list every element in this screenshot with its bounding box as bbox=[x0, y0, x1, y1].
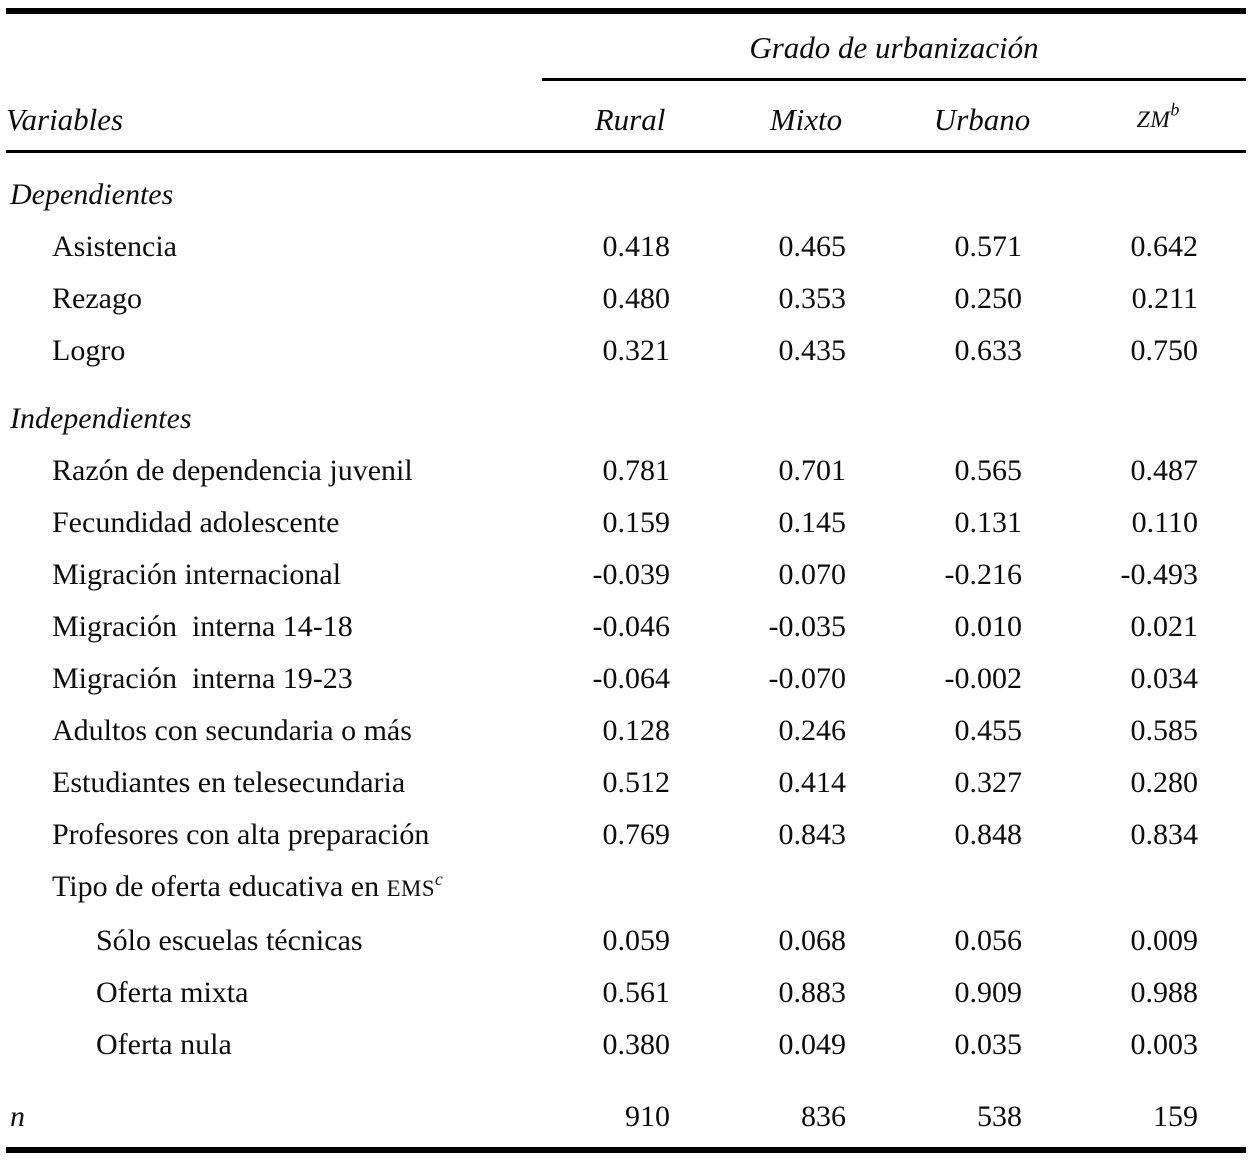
row-label: Logro bbox=[52, 334, 126, 367]
table-row bbox=[6, 221, 1246, 273]
cell-value: 0.909 bbox=[954, 976, 1022, 1009]
row-label: Rezago bbox=[52, 282, 142, 315]
cell-value: 0.034 bbox=[1130, 662, 1199, 695]
cell-value: 836 bbox=[801, 1100, 846, 1133]
row-label: Migración internacional bbox=[52, 558, 342, 591]
table-row bbox=[6, 809, 1246, 861]
cell-value: 0.131 bbox=[954, 506, 1022, 539]
cell-value: 0.021 bbox=[1130, 610, 1199, 643]
cell-value: -0.046 bbox=[592, 610, 670, 643]
row-label: Fecundidad adolescente bbox=[52, 506, 340, 539]
row-label: Razón de dependencia juvenil bbox=[52, 454, 413, 487]
smallcaps-abbreviation: EMS bbox=[386, 876, 435, 901]
spanner-label: Grado de urbanización bbox=[749, 30, 1039, 65]
table-row bbox=[6, 377, 1246, 445]
cell-value: 0.009 bbox=[1130, 924, 1199, 957]
cell-value: 0.565 bbox=[954, 454, 1022, 487]
cell-value: 0.145 bbox=[778, 506, 846, 539]
cell-value: 0.480 bbox=[602, 282, 670, 315]
cell-value: 159 bbox=[1153, 1100, 1199, 1133]
cell-value: 0.414 bbox=[778, 766, 846, 799]
row-label: Tipo de oferta educativa en EMS$^c$ bbox=[52, 869, 443, 903]
table-row bbox=[6, 445, 1246, 497]
cell-value bbox=[542, 861, 718, 915]
cell-value bbox=[718, 861, 894, 915]
cell-value: 0.159 bbox=[602, 506, 670, 539]
row-label: Profesores con alta preparación bbox=[52, 818, 430, 851]
cell-value: 0.250 bbox=[954, 282, 1022, 315]
spanner-heading bbox=[542, 11, 1246, 80]
table-row bbox=[6, 705, 1246, 757]
cell-value bbox=[894, 152, 1070, 222]
cell-value bbox=[718, 152, 894, 222]
cell-value: 0.848 bbox=[954, 818, 1022, 851]
table-row bbox=[6, 549, 1246, 601]
statistics-table bbox=[6, 8, 1246, 1153]
cell-value bbox=[542, 152, 718, 222]
cell-value: -0.216 bbox=[944, 558, 1022, 591]
cell-value: 0.068 bbox=[778, 924, 846, 957]
row-label: Adultos con secundaria o más bbox=[52, 714, 412, 747]
table-row bbox=[6, 601, 1246, 653]
cell-value bbox=[1070, 377, 1246, 445]
table-row bbox=[6, 1019, 1246, 1071]
cell-value: 538 bbox=[977, 1100, 1022, 1133]
cell-value bbox=[1070, 152, 1246, 222]
cell-value: 0.487 bbox=[1130, 454, 1199, 487]
footnote-marker: c bbox=[435, 869, 443, 889]
cell-value: 0.010 bbox=[954, 610, 1022, 643]
cell-value: 0.035 bbox=[954, 1028, 1022, 1061]
cell-value: 0.988 bbox=[1130, 976, 1199, 1009]
cell-value: 0.465 bbox=[778, 230, 846, 263]
stub-header: Variables bbox=[6, 80, 542, 152]
column-header-label: Urbano bbox=[933, 102, 1031, 137]
cell-value: 0.049 bbox=[778, 1028, 846, 1061]
cell-value: 0.781 bbox=[602, 454, 670, 487]
cell-value: 0.353 bbox=[778, 282, 846, 315]
cell-value: 0.435 bbox=[778, 334, 846, 367]
table-row bbox=[6, 757, 1246, 809]
cell-value bbox=[894, 861, 1070, 915]
column-header-label: ZM bbox=[1136, 107, 1171, 133]
row-label: Asistencia bbox=[52, 230, 177, 263]
cell-value: 0.003 bbox=[1130, 1028, 1199, 1061]
row-label: n bbox=[10, 1100, 25, 1133]
row-label: Sólo escuelas técnicas bbox=[96, 924, 363, 957]
cell-value: 0.280 bbox=[1130, 766, 1199, 799]
cell-value: -0.493 bbox=[1120, 558, 1199, 591]
cell-value: 0.633 bbox=[954, 334, 1022, 367]
row-label: Estudiantes en telesecundaria bbox=[52, 766, 406, 799]
column-header-rural bbox=[542, 80, 718, 152]
table-row bbox=[6, 325, 1246, 377]
row-label: Migración interna 19-23 bbox=[52, 662, 353, 695]
cell-value: 0.246 bbox=[778, 714, 846, 747]
cell-value: -0.002 bbox=[944, 662, 1022, 695]
table-row bbox=[6, 967, 1246, 1019]
cell-value: 0.571 bbox=[954, 230, 1022, 263]
spanner-spacer bbox=[6, 11, 542, 80]
cell-value: 0.883 bbox=[778, 976, 846, 1009]
column-header-zm bbox=[1070, 80, 1246, 152]
table-row bbox=[6, 653, 1246, 705]
cell-value bbox=[1070, 861, 1246, 915]
cell-value: 0.561 bbox=[602, 976, 670, 1009]
column-header-label: Mixto bbox=[769, 102, 843, 137]
cell-value: -0.035 bbox=[768, 610, 846, 643]
cell-value: 0.750 bbox=[1130, 334, 1199, 367]
cell-value: 0.056 bbox=[954, 924, 1022, 957]
cell-value: 0.642 bbox=[1130, 230, 1199, 263]
row-label: Oferta nula bbox=[96, 1028, 232, 1061]
column-header-urbano bbox=[894, 80, 1070, 152]
table-row bbox=[6, 152, 1246, 222]
column-header-label: Rural bbox=[594, 102, 666, 137]
cell-value: 0.059 bbox=[602, 924, 670, 957]
cell-value: -0.039 bbox=[592, 558, 670, 591]
cell-value: 0.843 bbox=[778, 818, 846, 851]
cell-value: 0.834 bbox=[1130, 818, 1199, 851]
column-header-mixto bbox=[718, 80, 894, 152]
cell-value bbox=[718, 377, 894, 445]
table-row bbox=[6, 273, 1246, 325]
cell-value: 0.701 bbox=[778, 454, 846, 487]
table-row bbox=[6, 497, 1246, 549]
cell-value: 0.321 bbox=[602, 334, 670, 367]
cell-value: -0.064 bbox=[592, 662, 670, 695]
table-body bbox=[6, 152, 1246, 1151]
cell-value: 0.070 bbox=[778, 558, 846, 591]
cell-value: -0.070 bbox=[768, 662, 846, 695]
cell-value: 0.769 bbox=[602, 818, 670, 851]
row-label: Independientes bbox=[10, 402, 192, 435]
cell-value: 0.512 bbox=[602, 766, 670, 799]
cell-value: 0.327 bbox=[954, 766, 1022, 799]
cell-value: 0.110 bbox=[1131, 506, 1199, 539]
cell-value bbox=[542, 377, 718, 445]
cell-value: 0.455 bbox=[954, 714, 1022, 747]
table-row bbox=[6, 861, 1246, 915]
cell-value: 0.418 bbox=[602, 230, 670, 263]
cell-value: 0.380 bbox=[602, 1028, 670, 1061]
column-header-row bbox=[6, 80, 1246, 152]
cell-value: 0.211 bbox=[1131, 282, 1199, 315]
table-row bbox=[6, 915, 1246, 967]
spanner-row bbox=[6, 11, 1246, 80]
row-label: Dependientes bbox=[10, 178, 174, 211]
row-label: Migración interna 14-18 bbox=[52, 610, 353, 643]
row-label: Oferta mixta bbox=[96, 976, 249, 1009]
table-header bbox=[6, 11, 1246, 152]
cell-value: 910 bbox=[625, 1100, 670, 1133]
cell-value: 0.128 bbox=[602, 714, 670, 747]
footnote-marker: b bbox=[1170, 99, 1180, 120]
cell-value bbox=[894, 377, 1070, 445]
cell-value: 0.585 bbox=[1130, 714, 1199, 747]
